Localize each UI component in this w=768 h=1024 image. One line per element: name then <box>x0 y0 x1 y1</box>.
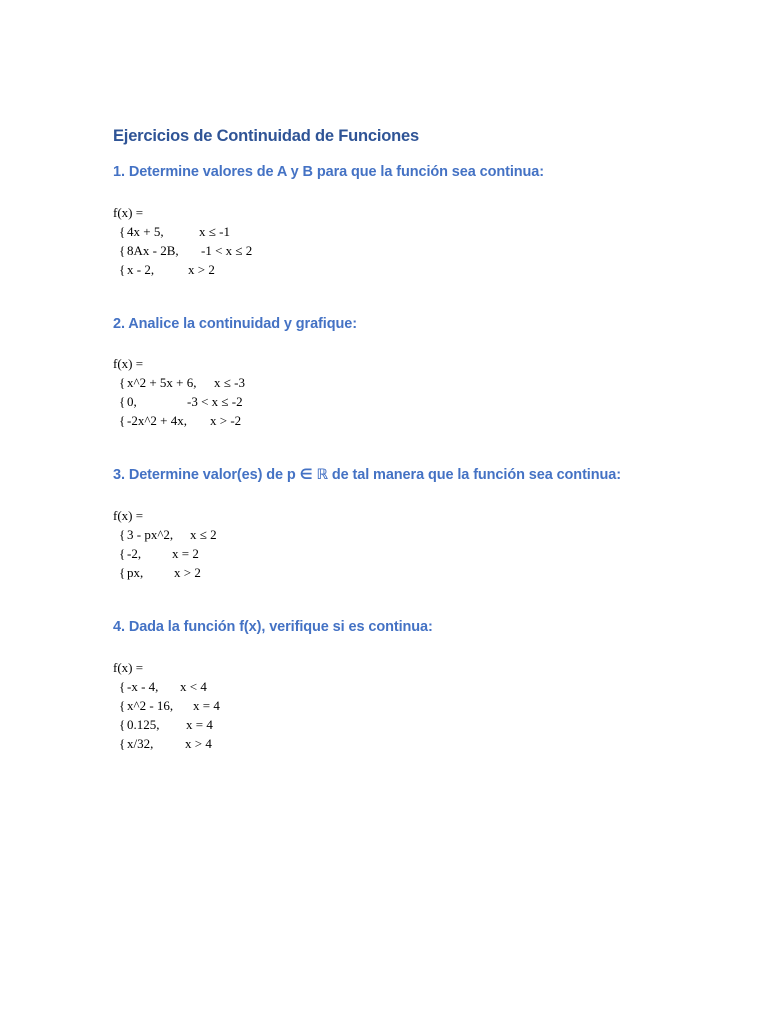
case-brace: { <box>119 224 126 239</box>
case-expression: 8Ax - 2B, <box>127 243 179 258</box>
case-expression: 0, <box>127 394 137 409</box>
case-expression: x^2 - 16, <box>127 698 174 713</box>
case-condition: x = 4 <box>186 717 213 732</box>
exercise-2-heading: 2. Analice la continuidad y grafique: <box>113 316 357 332</box>
document-content <box>113 125 713 753</box>
exercise-3 <box>113 465 713 582</box>
piecewise-case <box>113 734 713 753</box>
exercise-3-heading: 3. Determine valor(es) de p ∈ ℝ de tal manera que la función sea continua: <box>113 467 621 483</box>
exercise-1-function <box>113 203 713 279</box>
function-label: f(x) = <box>113 205 144 220</box>
piecewise-case <box>113 715 713 734</box>
piecewise-case <box>113 563 713 582</box>
case-condition: x > 2 <box>188 262 215 277</box>
case-condition: x > 4 <box>185 736 212 751</box>
piecewise-case <box>113 260 713 279</box>
exercise-2-function <box>113 354 713 430</box>
function-label: f(x) = <box>113 356 144 371</box>
case-brace: { <box>119 546 126 561</box>
case-condition: x ≤ -3 <box>214 375 245 390</box>
case-brace: { <box>119 527 126 542</box>
exercise-3-function <box>113 506 713 582</box>
function-label: f(x) = <box>113 660 144 675</box>
exercise-1 <box>113 162 713 279</box>
exercise-4-function <box>113 658 713 753</box>
case-expression: 4x + 5, <box>127 224 164 239</box>
case-brace: { <box>119 717 126 732</box>
case-brace: { <box>119 565 126 580</box>
piecewise-case <box>113 696 713 715</box>
case-brace: { <box>119 736 126 751</box>
case-condition: x ≤ 2 <box>190 527 217 542</box>
piecewise-case <box>113 677 713 696</box>
case-condition: x < 4 <box>180 679 207 694</box>
exercise-4 <box>113 617 713 753</box>
exercise-1-heading: 1. Determine valores de A y B para que la función sea continua: <box>113 164 544 180</box>
case-expression: 0.125, <box>127 717 160 732</box>
case-brace: { <box>119 413 126 428</box>
case-condition: x > 2 <box>174 565 201 580</box>
case-brace: { <box>119 243 126 258</box>
case-brace: { <box>119 679 126 694</box>
case-condition: x = 4 <box>193 698 220 713</box>
case-brace: { <box>119 698 126 713</box>
function-label: f(x) = <box>113 508 144 523</box>
case-expression: 3 - px^2, <box>127 527 174 542</box>
case-condition: x > -2 <box>210 413 242 428</box>
piecewise-case <box>113 525 713 544</box>
case-brace: { <box>119 262 126 277</box>
case-condition: -3 < x ≤ -2 <box>187 394 243 409</box>
piecewise-case <box>113 411 713 430</box>
piecewise-case <box>113 392 713 411</box>
piecewise-case <box>113 222 713 241</box>
piecewise-case <box>113 241 713 260</box>
case-condition: x ≤ -1 <box>199 224 230 239</box>
case-expression: x - 2, <box>127 262 155 277</box>
case-expression: -2x^2 + 4x, <box>127 413 188 428</box>
case-condition: x = 2 <box>172 546 199 561</box>
piecewise-case <box>113 544 713 563</box>
case-expression: x/32, <box>127 736 154 751</box>
exercise-4-heading: 4. Dada la función f(x), verifique si es continua: <box>113 619 433 635</box>
case-expression: px, <box>127 565 144 580</box>
case-expression: x^2 + 5x + 6, <box>127 375 197 390</box>
case-expression: -x - 4, <box>127 679 159 694</box>
piecewise-case <box>113 373 713 392</box>
exercise-2 <box>113 314 713 430</box>
case-brace: { <box>119 375 126 390</box>
case-condition: -1 < x ≤ 2 <box>201 243 253 258</box>
case-brace: { <box>119 394 126 409</box>
document-title: Ejercicios de Continuidad de Funciones <box>113 127 419 145</box>
case-expression: -2, <box>127 546 142 561</box>
